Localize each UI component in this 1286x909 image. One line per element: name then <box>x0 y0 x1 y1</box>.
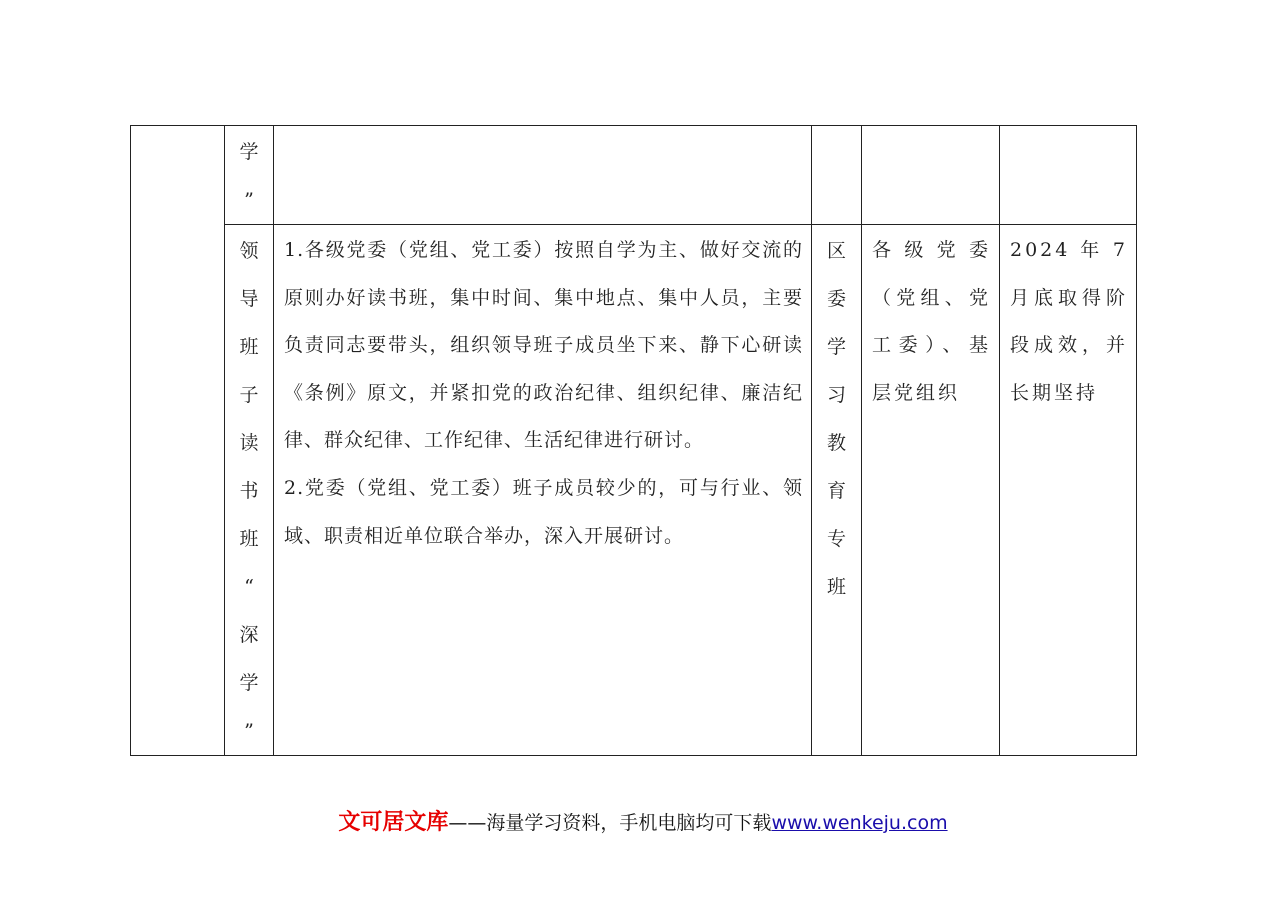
task-name-vertical <box>225 126 273 224</box>
task-name-vertical <box>225 225 273 755</box>
vertical-char: 书 <box>239 480 259 502</box>
vertical-char: ” <box>244 720 254 742</box>
brand-name: 文可居文库 <box>338 810 449 835</box>
table-row <box>131 225 1137 756</box>
vertical-char: 班 <box>826 576 846 598</box>
vertical-char: 区 <box>826 240 846 262</box>
deadline-cell <box>1000 225 1137 756</box>
deadline-text: 2024 年 7 月底取得阶段成效，并长期坚持 <box>1010 239 1128 404</box>
content-cell <box>274 126 812 225</box>
vertical-char: 班 <box>239 336 259 358</box>
footer-banner <box>0 805 1286 836</box>
vertical-char: 教 <box>826 432 846 454</box>
vertical-char: 领 <box>239 240 259 262</box>
vertical-char: 学 <box>239 672 259 694</box>
vertical-char: 读 <box>239 432 259 454</box>
task-name-cell <box>225 126 274 225</box>
lead-unit-vertical <box>812 225 861 611</box>
category-cell <box>131 126 225 756</box>
table-row <box>131 126 1137 225</box>
task-content <box>274 225 811 560</box>
content-item: 2.党委（党组、党工委）班子成员较少的，可与行业、领域、职责相近单位联合举办，深入开展研讨。 <box>284 476 803 547</box>
deadline-cell <box>1000 126 1137 225</box>
lead-unit-cell <box>812 126 862 225</box>
footer-slogan: ——海量学习资料，手机电脑均可下载 <box>448 812 772 834</box>
responsible-cell <box>862 225 1000 756</box>
vertical-char: “ <box>244 576 254 598</box>
task-name-cell <box>225 225 274 756</box>
responsible-units: 各级党委（党组、党工委）、基层党组织 <box>872 239 991 404</box>
vertical-char: 班 <box>239 528 259 550</box>
vertical-char: 习 <box>826 384 846 406</box>
vertical-char: 导 <box>239 288 259 310</box>
vertical-char: 学 <box>239 141 259 163</box>
vertical-char: 专 <box>826 528 846 550</box>
vertical-char: 育 <box>826 480 846 502</box>
vertical-char: 委 <box>826 288 846 310</box>
vertical-char: 子 <box>239 384 259 406</box>
vertical-char: 学 <box>826 336 846 358</box>
plan-table <box>130 125 1137 756</box>
website-link[interactable]: www.wenkeju.com <box>771 812 948 834</box>
content-cell <box>274 225 812 756</box>
vertical-char: ” <box>244 189 254 211</box>
content-item: 1.各级党委（党组、党工委）按照自学为主、做好交流的原则办好读书班，集中时间、集中地点、集中人员，主要负责同志要带头，组织领导班子成员坐下来、静下心研读《条例》原文，并紧扣党的政治纪律、组织纪律、廉洁纪律、群众纪律、工作纪律、生活纪律进行研讨。 <box>284 239 803 452</box>
responsible-cell <box>862 126 1000 225</box>
vertical-char: 深 <box>239 624 259 646</box>
lead-unit-cell <box>812 225 862 756</box>
